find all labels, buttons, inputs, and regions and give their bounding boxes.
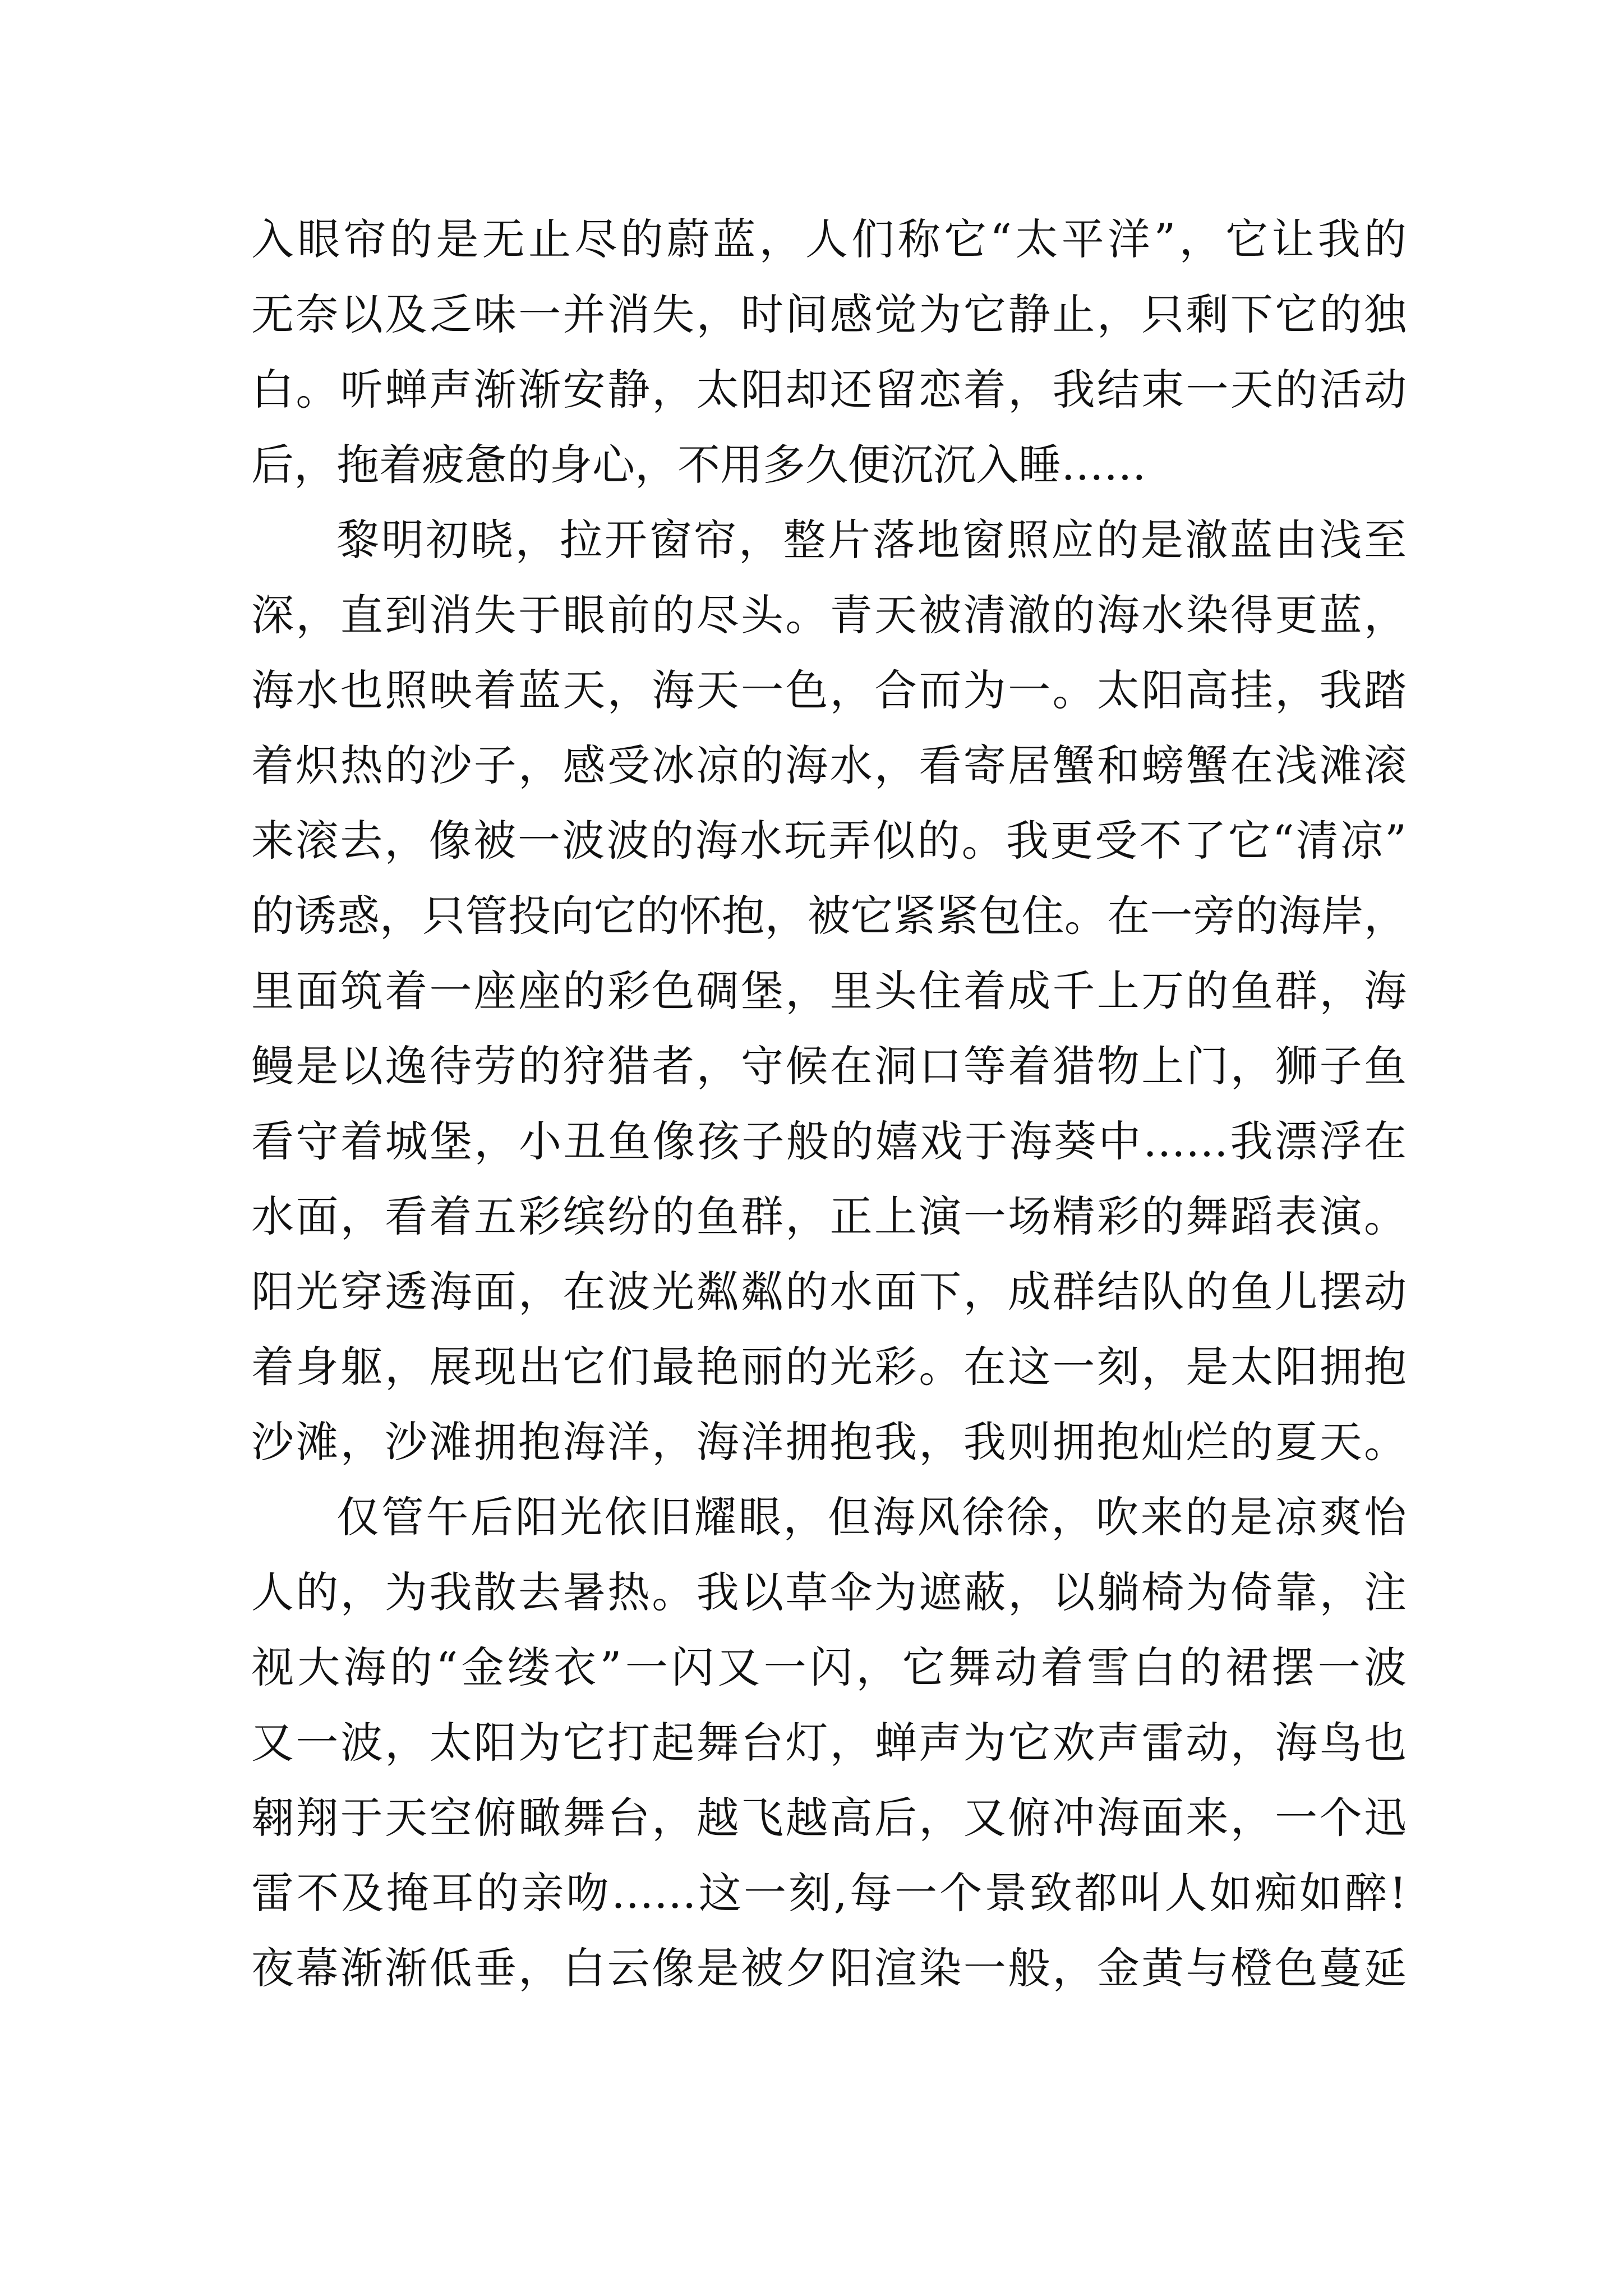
text-line: 白。听蝉声渐渐安静，太阳却还留恋着，我结束一天的活动 [251, 365, 1407, 415]
text-line: 视大海的“金缕衣”一闪又一闪，它舞动着雪白的裙摆一波 [251, 1642, 1407, 1692]
text-line: 水面，看着五彩缤纷的鱼群，正上演一场精彩的舞蹈表演。 [251, 1191, 1407, 1241]
text-line: 里面筑着一座座的彩色碉堡，里头住着成千上万的鱼群，海 [251, 966, 1407, 1016]
text-line: 来滚去，像被一波波的海水玩弄似的。我更受不了它“清凉” [251, 816, 1407, 866]
text-line: 夜幕渐渐低垂，白云像是被夕阳渲染一般，金黄与橙色蔓延 [251, 1943, 1407, 1993]
text-line: 海水也照映着蓝天，海天一色，合而为一。太阳高挂，我踏 [251, 665, 1407, 715]
text-line: 后，拖着疲惫的身心，不用多久便沉沉入睡…… [251, 440, 1146, 490]
text-line: 人的，为我散去暑热。我以草伞为遮蔽，以躺椅为倚靠，注 [251, 1567, 1407, 1617]
text-line: 的诱惑，只管投向它的怀抱，被它紧紧包住。在一旁的海岸， [251, 891, 1407, 941]
essay-text [251, 202, 1407, 2006]
text-line: 雷不及掩耳的亲吻……这一刻,每一个景致都叫人如痴如醉! [251, 1868, 1407, 1918]
paragraph-first-line: 黎明初晓，拉开窗帘，整片落地窗照应的是澈蓝由浅至 [336, 515, 1407, 565]
text-line: 鳗是以逸待劳的狩猎者，守候在洞口等着猎物上门，狮子鱼 [251, 1041, 1407, 1091]
paragraph-first-line: 仅管午后阳光依旧耀眼，但海风徐徐，吹来的是凉爽怡 [336, 1492, 1407, 1542]
text-line: 无奈以及乏味一并消失，时间感觉为它静止，只剩下它的独 [251, 289, 1407, 339]
text-line: 深，直到消失于眼前的尽头。青天被清澈的海水染得更蓝， [251, 590, 1407, 640]
text-line: 阳光穿透海面，在波光粼粼的水面下，成群结队的鱼儿摆动 [251, 1267, 1407, 1317]
text-line: 看守着城堡，小丑鱼像孩子般的嬉戏于海葵中……我漂浮在 [251, 1116, 1407, 1166]
text-line: 沙滩，沙滩拥抱海洋，海洋拥抱我，我则拥抱灿烂的夏天。 [251, 1417, 1407, 1467]
text-line: 又一波，太阳为它打起舞台灯，蝉声为它欢声雷动，海鸟也 [251, 1718, 1407, 1768]
text-line: 着炽热的沙子，感受冰凉的海水，看寄居蟹和螃蟹在浅滩滚 [251, 740, 1407, 790]
text-line: 入眼帘的是无止尽的蔚蓝，人们称它“太平洋”，它让我的 [251, 214, 1407, 264]
text-line: 翱翔于天空俯瞰舞台，越飞越高后，又俯冲海面来，一个迅 [251, 1793, 1407, 1843]
text-line: 着身躯，展现出它们最艳丽的光彩。在这一刻，是太阳拥抱 [251, 1342, 1407, 1392]
